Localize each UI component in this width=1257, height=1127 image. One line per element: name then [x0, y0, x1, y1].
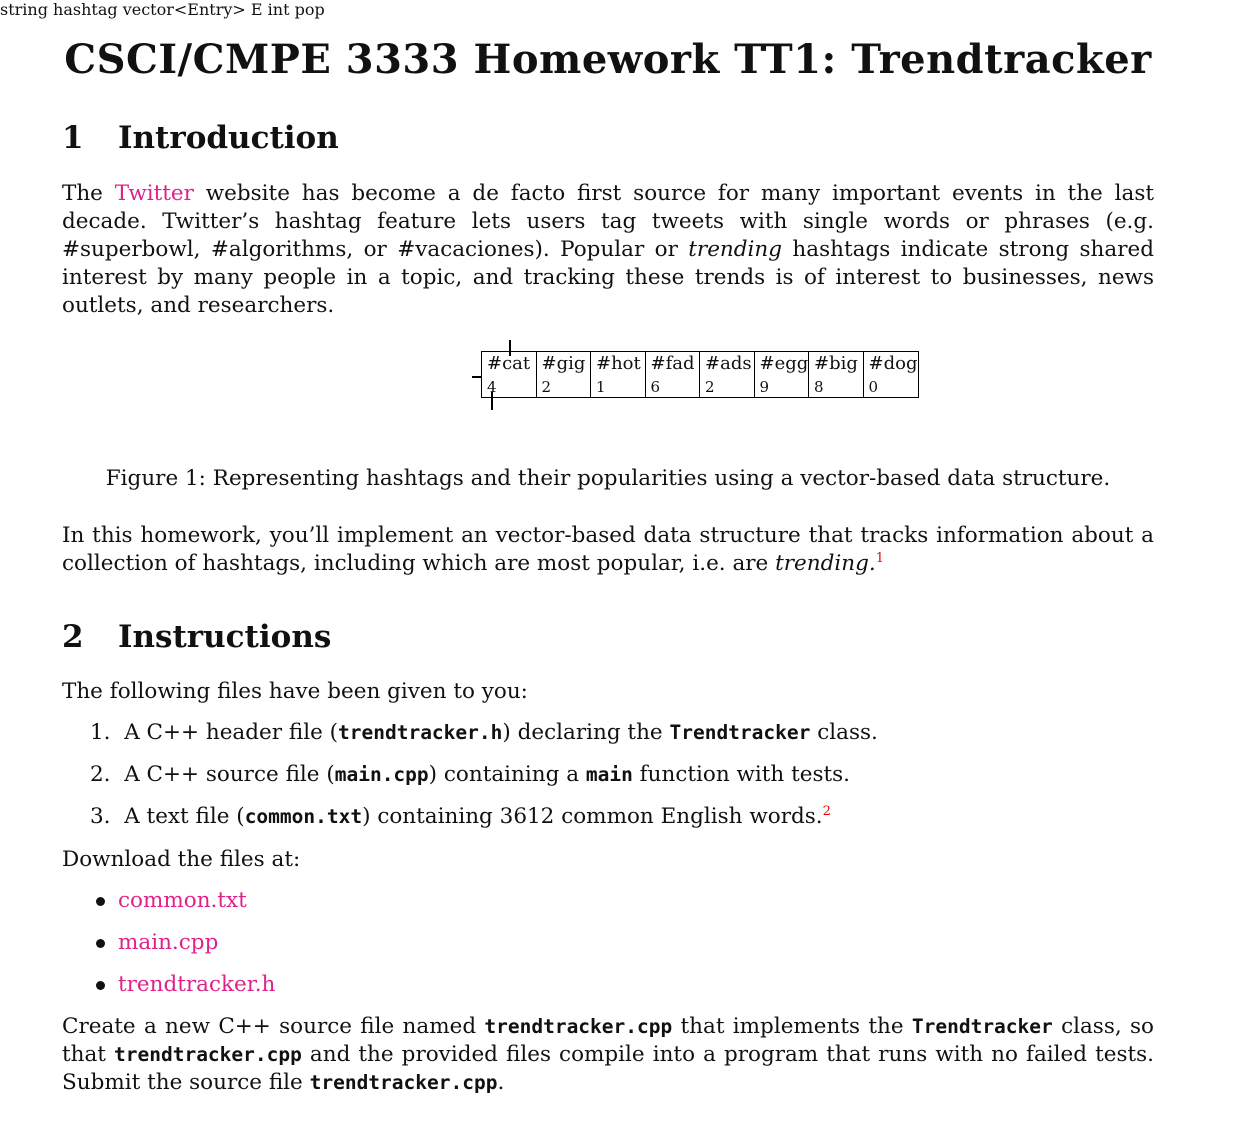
- list-item: [96, 972, 275, 997]
- section-title: Instructions: [118, 619, 332, 655]
- section-number: 2: [62, 619, 84, 655]
- twitter-link[interactable]: Twitter: [114, 181, 194, 206]
- entry-pop: 0: [868, 378, 879, 396]
- entry-hashtag: #dog: [868, 353, 918, 374]
- entry-hashtag: #egg: [759, 353, 809, 374]
- emphasis-trending: trending: [688, 237, 783, 262]
- section-title: Introduction: [118, 120, 339, 156]
- entry-pop: 8: [814, 378, 824, 396]
- code-filename: trendtracker.cpp: [484, 1015, 673, 1038]
- text-run: website has become a de facto first source for many important events in the last decade. Twitter’s hashtag feature lets users tag tweets with single words or phrases (e.g. #superbowl, #algorithms, or #vacaciones). Popular or: [62, 181, 1154, 262]
- bullet-icon: [96, 897, 105, 906]
- code-filename: trendtracker.cpp: [114, 1043, 302, 1066]
- submission-paragraph: Create a new C++ source file named trendtracker.cpp that implements the Trendtracker class, so that trendtracker.cpp and the provided files compile into a program that runs with no failed tests. Submit the source file trendtracker.cpp.: [62, 1014, 1154, 1095]
- text-run: In this homework, you’ll implement an vector-based data structure that tracks information about a collection of hashtags, including which are most popular, i.e. are: [62, 523, 1154, 576]
- entry-hashtag: #big: [814, 353, 858, 374]
- section-number: 1: [62, 120, 84, 156]
- vector-entry-cell: [591, 352, 646, 397]
- bullet-icon: [96, 939, 105, 948]
- vector-entry-cell: [700, 352, 755, 397]
- link-common-txt[interactable]: common.txt: [118, 888, 247, 913]
- section-heading-introduction: [62, 120, 339, 156]
- download-label: Download the files at:: [62, 847, 301, 872]
- text-run: hashtags indicate strong shared interest by many people in a topic, and tracking these trends is of interest to businesses, news outlets, and researchers.: [62, 237, 1154, 318]
- entry-pop: 9: [759, 378, 770, 396]
- link-trendtracker-h[interactable]: trendtracker.h: [118, 972, 276, 997]
- code-classname: Trendtracker: [669, 721, 811, 744]
- code-filename: trendtracker.h: [338, 721, 503, 744]
- entry-hashtag: #gig: [541, 353, 586, 374]
- intro-paragraph: [62, 180, 1154, 320]
- section-heading-instructions: [62, 619, 331, 655]
- list-item: 3. A text file (common.txt) containing 3612 common English words.$^2$: [90, 803, 831, 829]
- code-function: main: [585, 763, 633, 786]
- vector-entry-cell: [755, 352, 810, 397]
- bullet-icon: [96, 981, 105, 990]
- label-int-pop: int pop: [267, 0, 325, 19]
- label-vector-entry: vector<Entry> E: [122, 0, 263, 19]
- entry-pop: 2: [705, 378, 715, 396]
- entry-pop: 1: [596, 378, 606, 396]
- list-item: [96, 888, 247, 913]
- code-filename: common.txt: [244, 805, 363, 828]
- link-main-cpp[interactable]: main.cpp: [118, 930, 219, 955]
- code-filename: main.cpp: [334, 763, 429, 786]
- code-classname: Trendtracker: [911, 1015, 1053, 1038]
- footnote-marker-2[interactable]: 2: [822, 803, 831, 819]
- entry-hashtag: #cat: [487, 353, 531, 374]
- vector-entry-cell: [864, 352, 919, 397]
- vector-entry-cell: [482, 352, 537, 397]
- entry-hashtag: #ads: [705, 353, 752, 374]
- vector-entry-cell: [646, 352, 701, 397]
- list-item: 1. A C++ header file (trendtracker.h) declaring the Trendtracker class.: [90, 720, 878, 745]
- figure-caption: Figure 1: Representing hashtags and their popularities using a vector-based data structure.: [105, 466, 1111, 491]
- vector-entry-cell: [537, 352, 592, 397]
- code-filename: trendtracker.cpp: [309, 1071, 498, 1094]
- emphasis-trending: trending.: [775, 551, 876, 576]
- label-string-hashtag: string hashtag: [0, 0, 118, 19]
- entry-hashtag: #fad: [650, 353, 695, 374]
- list-item: [96, 930, 218, 955]
- text-run: The: [62, 181, 115, 206]
- entry-pop: 4: [487, 378, 497, 396]
- document-title: CSCI/CMPE 3333 Homework TT1: Trendtracker: [64, 36, 1152, 83]
- entry-hashtag: #hot: [596, 353, 641, 374]
- list-item: 2. A C++ source file (main.cpp) containing a main function with tests.: [90, 762, 851, 787]
- entry-pop: 2: [541, 378, 552, 396]
- footnote-marker-1[interactable]: 1: [875, 550, 884, 566]
- entry-pop: 6: [650, 378, 661, 396]
- intro-paragraph-2: [62, 522, 1154, 578]
- vector-entry-cell: [809, 352, 864, 397]
- vector-cells: [481, 351, 919, 398]
- instructions-intro: The following files have been given to you:: [62, 679, 528, 704]
